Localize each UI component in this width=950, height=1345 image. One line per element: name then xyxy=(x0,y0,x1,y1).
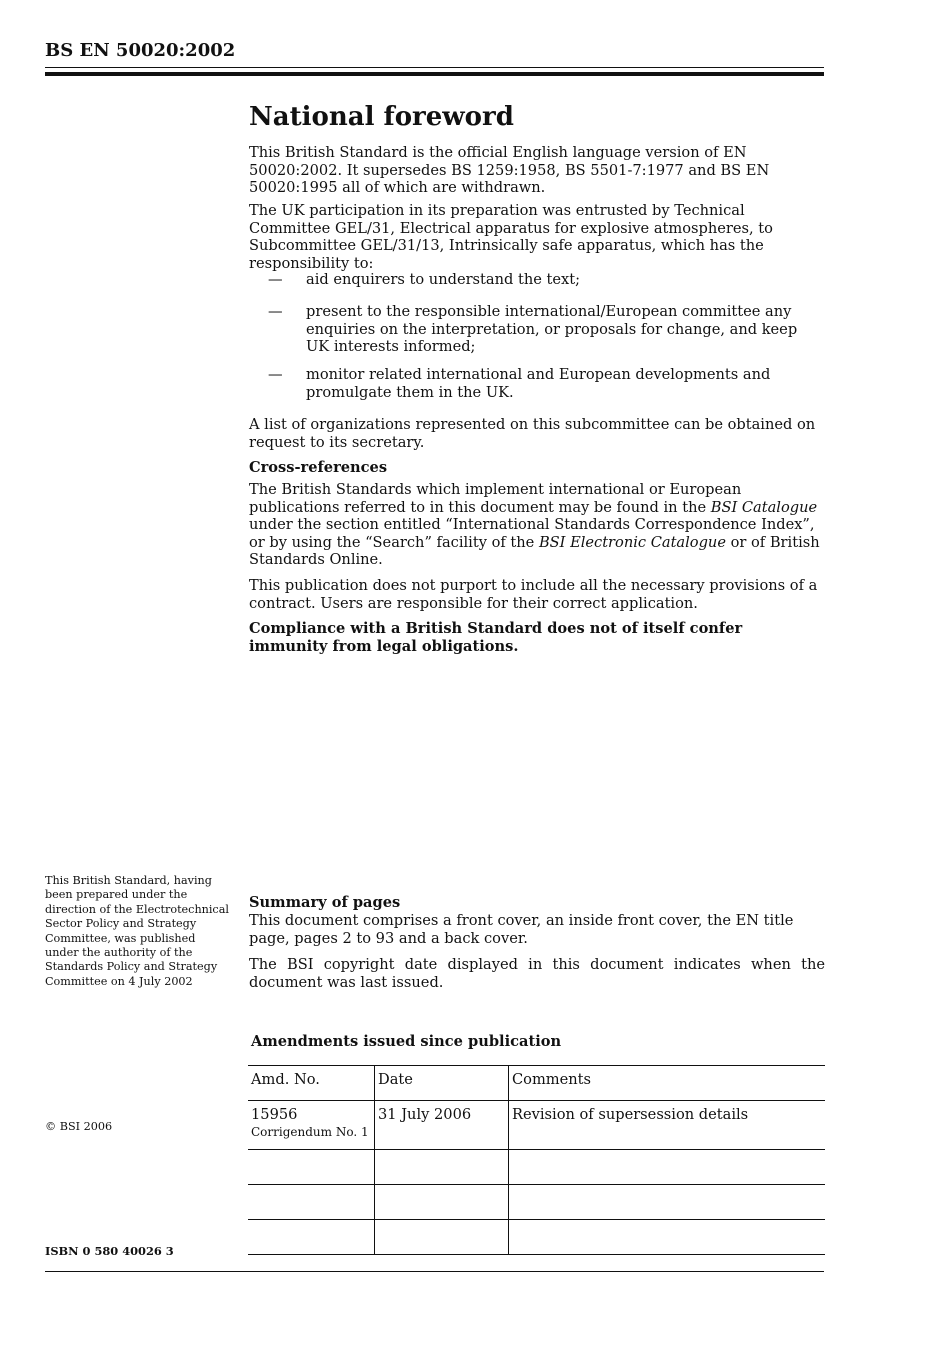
bullet-item: aid enquirers to understand the text; xyxy=(306,271,581,288)
column-header: Amd. No. xyxy=(248,1066,375,1101)
isbn: ISBN 0 580 40026 3 xyxy=(45,1244,174,1258)
copyright-date-note: The BSI copyright date displayed in this document indicates when the document was last issued. xyxy=(249,956,825,991)
copyright-notice: © BSI 2006 xyxy=(45,1120,113,1133)
column-header: Comments xyxy=(509,1066,826,1101)
comments-cell: Revision of supersession details xyxy=(509,1101,826,1150)
header-rule-thin xyxy=(45,67,824,68)
empty-cell xyxy=(375,1150,509,1185)
empty-cell xyxy=(248,1185,375,1220)
bullet-item: monitor related international and European developments and promulgate them in the UK. xyxy=(306,366,771,401)
provisions-paragraph: This publication does not purport to include all the necessary provisions of a contract. Users are responsible for their correct application. xyxy=(249,577,818,612)
amd-no-cell xyxy=(248,1101,375,1150)
footer-rule xyxy=(45,1271,824,1272)
bullet-dash: — xyxy=(268,303,283,320)
date-cell: 31 July 2006 xyxy=(375,1101,509,1150)
empty-cell xyxy=(248,1150,375,1185)
document-id: BS EN 50020:2002 xyxy=(45,40,236,61)
amendments-heading: Amendments issued since publication xyxy=(251,1033,562,1050)
intro-paragraph-1: This British Standard is the official English language version of EN 50020:2002. It supersedes BS 1259:1958, BS 5501-7:1977 and BS EN 50020:1995 all of which are withdrawn. xyxy=(249,144,770,197)
empty-cell xyxy=(375,1185,509,1220)
empty-cell xyxy=(509,1150,826,1185)
table-row xyxy=(248,1150,825,1185)
bsi-electronic-catalogue-ref: BSI Electronic Catalogue xyxy=(538,533,726,551)
amendments-table xyxy=(248,1065,825,1255)
table-header-row xyxy=(248,1066,825,1101)
publication-note: This British Standard, having been prepared under the direction of the Electrotechnical Sector Policy and Strategy Committee, was published under the authority of the Standards Policy and Strategy Committee on 4 July 2002 xyxy=(45,874,229,988)
list-note: A list of organizations represented on this subcommittee can be obtained on request to its secretary. xyxy=(249,416,816,451)
amd-no: 15956 xyxy=(251,1106,298,1123)
empty-cell xyxy=(509,1220,826,1255)
bullet-dash: — xyxy=(268,271,283,288)
bullet-item: present to the responsible international/European committee any enquiries on the interpretation, or proposals for change, and keep UK interests informed; xyxy=(306,303,798,356)
cross-ref-text-2: under the section entitled “International Standards Correspondence Index”, or by using the “Search” facility of the xyxy=(249,516,815,551)
table-row xyxy=(248,1220,825,1255)
empty-cell xyxy=(248,1220,375,1255)
summary-text: This document comprises a front cover, an inside front cover, the EN title page, pages 2 to 93 and a back cover. xyxy=(249,912,794,947)
bsi-catalogue-ref: BSI Catalogue xyxy=(710,498,818,516)
page-title: National foreword xyxy=(249,102,514,132)
cross-references-heading: Cross-references xyxy=(249,459,388,476)
table-row xyxy=(248,1101,825,1150)
empty-cell xyxy=(375,1220,509,1255)
compliance-statement: Compliance with a British Standard does not of itself confer immunity from legal obligations. xyxy=(249,620,743,655)
cross-ref-text-1: The British Standards which implement international or European publications referred to in this document may be found in the xyxy=(249,481,742,516)
amd-sub: Corrigendum No. 1 xyxy=(251,1125,369,1139)
column-header: Date xyxy=(375,1066,509,1101)
empty-cell xyxy=(509,1185,826,1220)
summary-heading: Summary of pages xyxy=(249,894,401,911)
cross-ref-text-3: or of British Standards Online. xyxy=(249,533,820,569)
table-row xyxy=(248,1185,825,1220)
header-rule-thick xyxy=(45,72,824,76)
intro-paragraph-2: The UK participation in its preparation was entrusted by Technical Committee GEL/31, Electrical apparatus for explosive atmospheres, to Subcommittee GEL/31/13, Intrinsically safe apparatus, which has the responsibility to: xyxy=(249,202,773,272)
cross-references-text xyxy=(249,481,825,569)
bullet-dash: — xyxy=(268,366,283,383)
